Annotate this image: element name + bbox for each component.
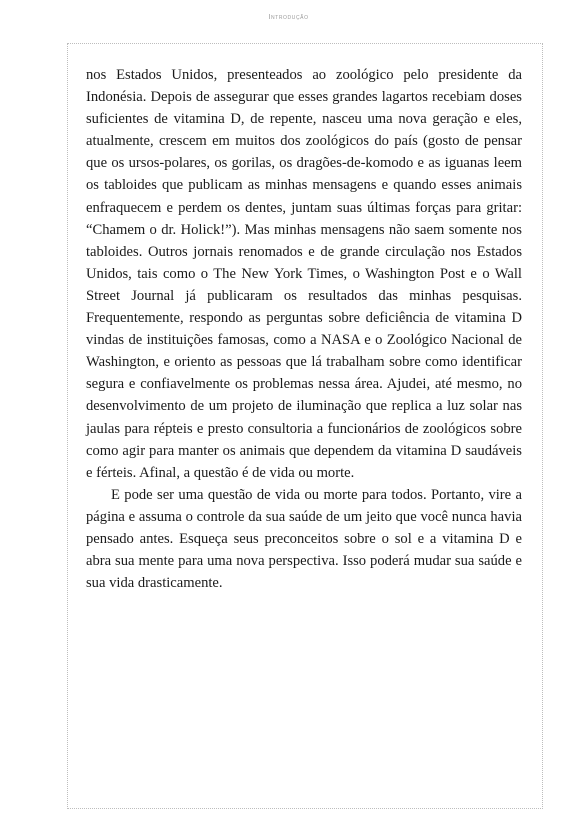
running-head: Introdução — [268, 14, 309, 21]
paragraph-2: E pode ser uma questão de vida ou morte para todos. Portanto, vire a página e assuma o controle da sua saúde de um jeito que você nunca havia pensado antes. Esqueça seus preconceitos sobre o sol e a vitamina D e abra sua mente para uma nova perspectiva. Isso poderá mudar sua saúde e sua vida drasticamente. — [86, 486, 522, 592]
body-text — [86, 64, 522, 594]
paragraph-1: nos Estados Unidos, presenteados ao zoológico pelo presidente da Indonésia. Depois de assegurar que esses grandes lagartos recebiam doses suficientes de vitamina D, de repente, nasceu uma nova geração e eles, atualmente, crescem em muitos dos zoológicos do país (gosto de pensar que os ursos-polares, os gorilas, os dragões-de-komodo e as iguanas leem os tabloides que publicam as minhas mensagens e quando esses animais enfraquecem e perdem os dentes, juntam suas últimas forças para gritar: “Chamem o dr. Holick!”). Mas minhas mensagens não saem somente nos tabloides. Outros jornais renomados e de grande circulação nos Estados Unidos, tais como o The New York Times, o Washington Post e o Wall Street Journal já publicaram os resultados das minhas pesquisas. Frequentemente, respondo as perguntas sobre deficiência de vitamina D vindas de instituições famosas, como a NASA e o Zoológico Nacional de Washington, e oriento as pessoas que lá trabalham sobre como identificar segura e confiavelmente os problemas nessa área. Ajudei, até mesmo, no desenvolvimento de um projeto de iluminação que replica a luz solar nas jaulas para répteis e presto consultoria a funcionários de zoológicos sobre como agir para manter os animais que dependem da vitamina D saudáveis e férteis. Afinal, a questão é de vida ou morte. — [86, 67, 522, 481]
